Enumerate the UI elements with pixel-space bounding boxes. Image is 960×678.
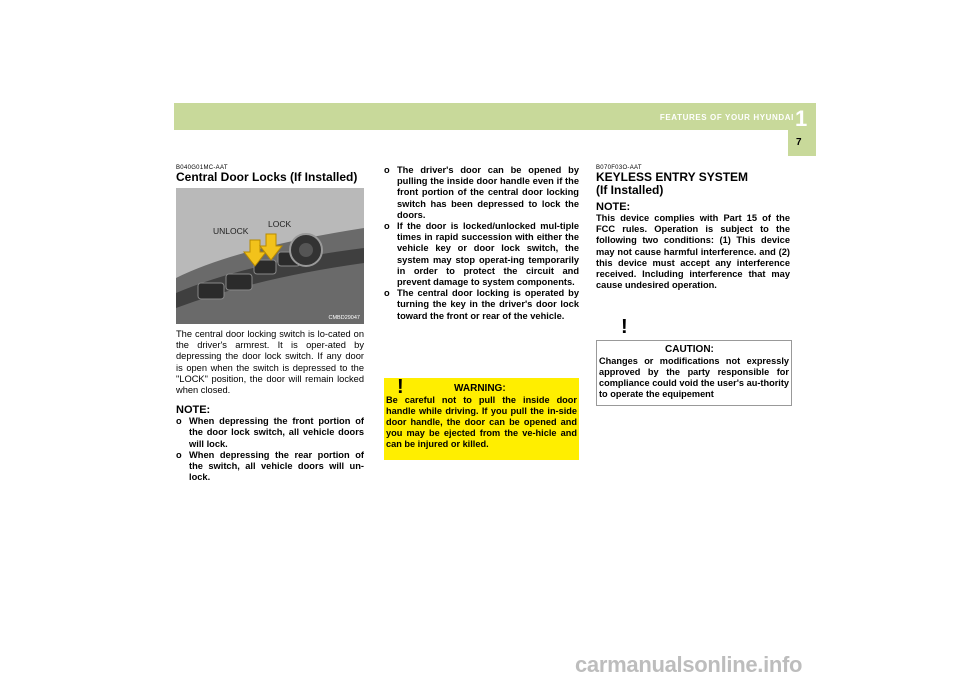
warning-icon: ! bbox=[397, 376, 404, 398]
list-item: o The central door locking is operated by turning the key in the driver's door lock toward the front or rear of the vehicle. bbox=[384, 288, 579, 321]
right-column bbox=[596, 165, 790, 291]
warning-text: Be careful not to pull the inside door handle while driving. If you pull the in-side door handle, the door can be opened and you may be ejected from the ve-hicle and can be injured or killed. bbox=[386, 395, 577, 449]
section-title: Central Door Locks (If Installed) bbox=[176, 170, 358, 184]
warning-box bbox=[384, 378, 579, 460]
caution-icon: ! bbox=[621, 316, 628, 338]
caution-text: Changes or modifications not expressly approved by the party responsible for compliance could void the user's au-thority to operate the equipement bbox=[599, 356, 789, 399]
warning-title: WARNING: bbox=[454, 383, 506, 394]
left-column bbox=[176, 165, 364, 483]
caution-title: CAUTION: bbox=[665, 344, 714, 355]
list-item: o If the door is locked/unlocked mul-tiple times in rapid succession with either the vehicle key or door lock switch, the system may stop operat-ing temporarily in order to protect the circuit and prevent damage to system components. bbox=[384, 221, 579, 288]
caution-box bbox=[596, 316, 792, 406]
image-code: CMBD29047 bbox=[328, 315, 360, 321]
fcc-note-text: This device complies with Part 15 of the FCC rules. Operation is subject to the following two conditions: (1) This device may not cause harmful interference. and (2) this device must accept any interference received. Including interference that may cause undesired operation. bbox=[596, 213, 790, 291]
list-item: o The driver's door can be opened by pulling the inside door handle even if the front portion of the central door locking switch has been depressed to lock the doors. bbox=[384, 165, 579, 220]
door-switch-illustration bbox=[176, 188, 364, 324]
note-list bbox=[176, 416, 364, 483]
door-lock-switch-photo bbox=[176, 188, 364, 324]
section-title: KEYLESS ENTRY SYSTEM bbox=[596, 170, 749, 184]
watermark: carmanualsonline.info bbox=[575, 652, 803, 677]
section-subtitle: (If Installed) bbox=[596, 183, 664, 197]
door-lock-notes bbox=[384, 165, 579, 322]
chapter-title: FEATURES OF YOUR HYUNDAI bbox=[659, 113, 794, 122]
description-paragraph: The central door locking switch is lo-cated on the driver's armrest. It is oper-ated by depressing the door lock switch. If any door is open when the switch is depressed to the "LOCK" position, the door will remain locked when closed. bbox=[176, 329, 364, 396]
section-code: B040G01MC-AAT bbox=[176, 165, 228, 171]
chapter-number: 1 bbox=[795, 106, 808, 131]
list-item: o When depressing the front portion of the door lock switch, all vehicle doors will lock. bbox=[176, 416, 364, 449]
lock-label: LOCK bbox=[268, 219, 292, 229]
note-label: NOTE: bbox=[596, 201, 631, 213]
unlock-label: UNLOCK bbox=[213, 226, 249, 236]
page-number: 7 bbox=[796, 137, 802, 148]
middle-column bbox=[384, 165, 579, 322]
note-label: NOTE: bbox=[176, 404, 211, 417]
section-code: B070F03O-AAT bbox=[596, 165, 642, 171]
list-item: o When depressing the rear portion of the switch, all vehicle doors will un-lock. bbox=[176, 449, 364, 483]
